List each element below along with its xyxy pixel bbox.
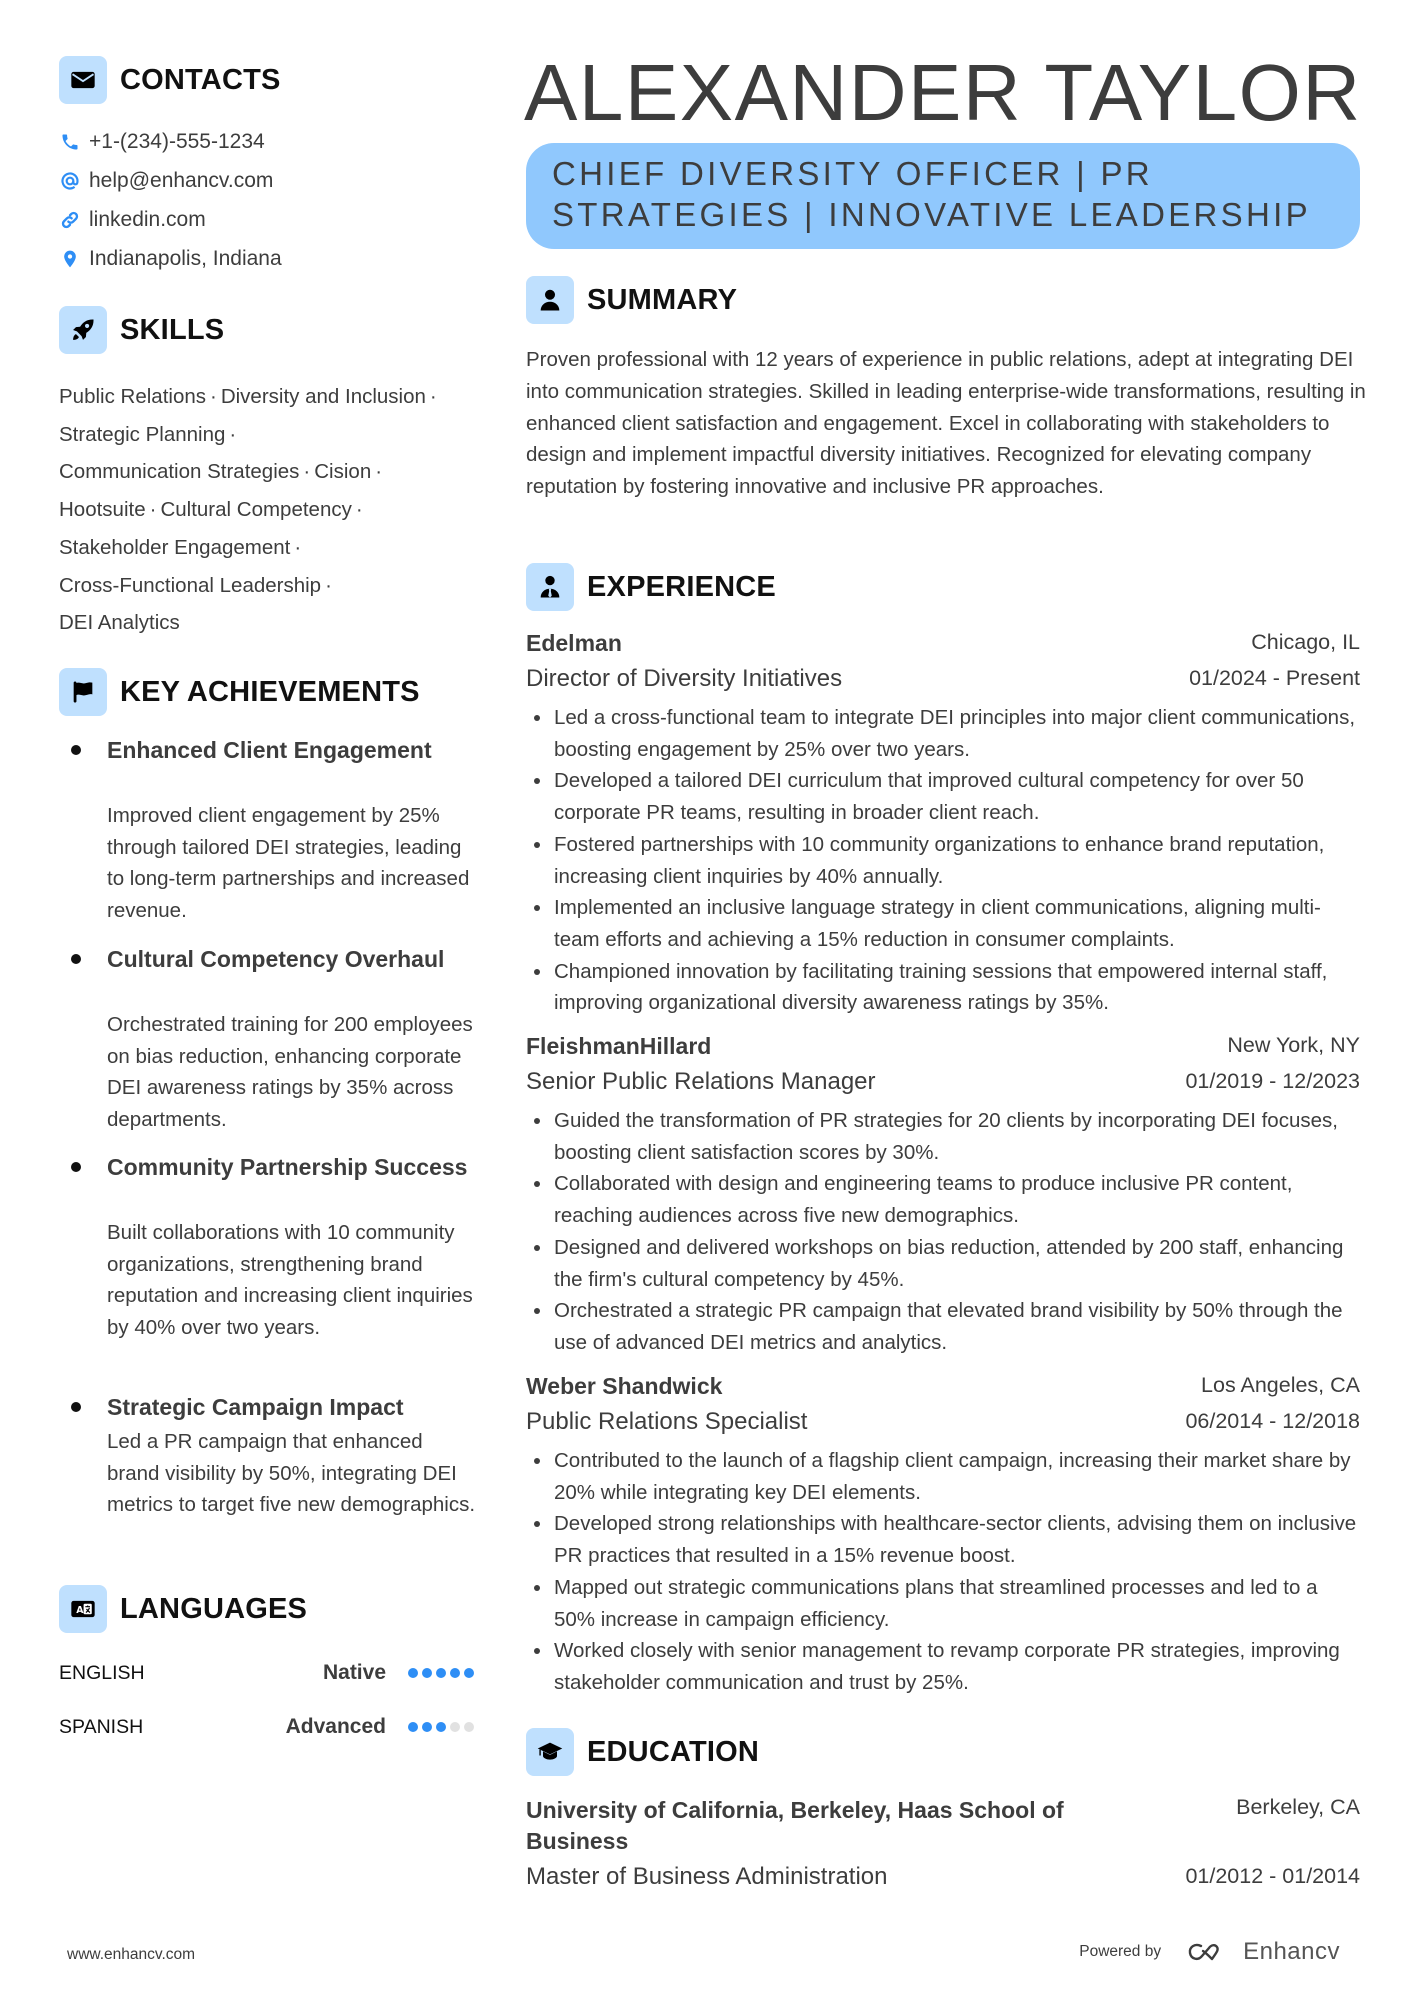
education-location: Berkeley, CA [1236,1795,1360,1819]
language-level: Native [322,1661,386,1684]
skills-title: SKILLS [120,313,225,346]
dot-filled [436,1722,446,1732]
skill-line: Public Relations · Diversity and Inclusion · [59,385,437,408]
job-location: Los Angeles, CA [1201,1373,1360,1397]
skill-item: Cision [314,460,372,484]
at-icon [59,170,81,192]
flag-icon [59,668,107,716]
contact-location-text: Indianapolis, Indiana [89,247,282,270]
achievements-section-header [59,668,420,716]
job-bullet: Championed innovation by facilitating training sessions that empowered internal staff, improving organizational diversity awareness ratings by 35%. [526,956,1362,1019]
skill-line: Strategic Planning · [59,422,237,446]
contacts-title: CONTACTS [120,63,281,96]
achievement-title: Cultural Competency Overhaul [107,946,445,972]
job-bullet: Collaborated with design and engineering teams to produce inclusive PR content, reaching audiences across five new demographics. [526,1168,1362,1231]
candidate-name: ALEXANDER TAYLOR [524,48,1362,137]
skills-section-header [59,306,224,354]
achievement-description: Orchestrated training for 200 employees on bias reduction, enhancing corporate DEI awareness ratings by 35% across departments. [107,1013,473,1132]
headline-line-2: STRATEGIES | INNOVATIVE LEADERSHIP [552,196,1311,233]
job-company: FleishmanHillard [526,1033,712,1059]
job-role: Senior Public Relations Manager [526,1068,876,1095]
envelope-icon [59,56,107,104]
skill-line: Communication Strategies · Cision · [59,460,383,484]
proficiency-dots [408,1668,474,1678]
job-role: Public Relations Specialist [526,1408,808,1435]
language-name: SPANISH [59,1715,144,1738]
job-location: New York, NY [1227,1033,1360,1057]
dot-filled [422,1668,432,1678]
contact-phone[interactable] [59,127,265,157]
language-level: Advanced [285,1715,386,1738]
proficiency-dots [408,1722,474,1732]
dot-filled [422,1722,432,1732]
dot-empty [464,1722,474,1732]
job-bullet: Led a cross-functional team to integrate DEI principles into major client communications, boosting engagement by 25% over two years. [526,702,1362,765]
job-bullet: Worked closely with senior management to revamp corporate PR strategies, improving stakeholder communication and trust by 25%. [526,1635,1362,1698]
education-title: EDUCATION [587,1735,760,1768]
dot-filled [436,1668,446,1678]
achievements-title: KEY ACHIEVEMENTS [120,675,420,708]
graduation-cap-icon [526,1728,574,1776]
rocket-icon [59,306,107,354]
svg-text:A: A [76,1605,84,1617]
contacts-section-header [59,56,281,104]
skill-item: Public Relations [59,385,206,408]
achievement-description: Built collaborations with 10 community organizations, strengthening brand reputation and increasing client inquiries by 40% over two years. [107,1221,473,1340]
skill-item: Diversity and Inclusion [220,385,426,408]
job-bullet: Developed strong relationships with healthcare-sector clients, advising them on inclusive PR practices that resulted in a 15% revenue boost. [526,1508,1362,1571]
contact-location [59,244,282,274]
education-dates: 01/2012 - 01/2014 [1185,1864,1360,1888]
job-bullets [526,1445,1362,1699]
achievement-description: Led a PR campaign that enhanced brand visibility by 50%, integrating DEI metrics to target five new demographics. [107,1430,476,1517]
experience-section-header [526,563,776,611]
skills-list [59,378,479,642]
achievement-title: Community Partnership Success [107,1154,468,1180]
languages-title: LANGUAGES [120,1592,308,1625]
location-pin-icon [59,248,81,270]
contact-email[interactable] [59,166,273,196]
summary-title: SUMMARY [587,283,738,316]
dot-empty [450,1722,460,1732]
languages-section-header [59,1585,307,1633]
user-icon [526,276,574,324]
skill-item: Strategic Planning [59,422,226,446]
enhancv-logo-icon [1187,1940,1233,1964]
job-role: Director of Diversity Initiatives [526,665,843,692]
phone-icon [59,131,81,153]
job-bullet: Guided the transformation of PR strategies for 20 clients by incorporating DEI focuses, boosting client satisfaction scores by 30%. [526,1105,1362,1168]
job-bullets [526,702,1362,1019]
dot-filled [408,1668,418,1678]
skill-item: Cultural Competency [160,498,352,522]
job-bullet: Designed and delivered workshops on bias reduction, attended by 200 staff, enhancing the firm's cultural competency by 45%. [526,1232,1362,1295]
education-section-header [526,1728,759,1776]
job-bullet: Implemented an inclusive language strategy in client communications, aligning multi-team efforts and achieving a 15% reduction in consumer complaints. [526,892,1362,955]
bullet [71,954,81,964]
bullet [71,1162,81,1172]
achievement-description: Improved client engagement by 25% through tailored DEI strategies, leading to long-term partnerships and increased revenue. [107,804,470,923]
job-location: Chicago, IL [1251,630,1360,654]
job-bullets [526,1105,1362,1359]
job-bullet: Fostered partnerships with 10 community organizations to enhance brand reputation, increasing client inquiries by 40% annually. [526,829,1362,892]
dot-filled [450,1668,460,1678]
job-dates: 01/2024 - Present [1189,666,1360,690]
translate-icon [59,1585,107,1633]
skill-line [59,604,479,642]
job-bullet: Mapped out strategic communications plans that streamlined processes and led to a 50% increase in campaign efficiency. [526,1572,1362,1635]
achievement-title: Enhanced Client Engagement [107,737,432,763]
job-bullet: Contributed to the launch of a flagship client campaign, increasing their market share by 20% while integrating key DEI elements. [526,1445,1362,1508]
skill-line: Cross-Functional Leadership · [59,573,332,597]
job-company: Edelman [526,630,622,656]
job-bullet: Orchestrated a strategic PR campaign that elevated brand visibility by 50% through the use of advanced DEI metrics and analytics. [526,1295,1362,1358]
skill-line: Hootsuite · Cultural Competency · [59,498,363,522]
footer-branding[interactable] [1079,1938,1340,1966]
skill-item: Hootsuite [59,498,146,522]
bullet [71,1402,81,1412]
contact-email-text: help@enhancv.com [89,169,274,192]
job-company: Weber Shandwick [526,1373,723,1399]
dot-filled [464,1668,474,1678]
contact-phone-text: +1-(234)-555-1234 [89,130,265,153]
language-name: ENGLISH [59,1661,145,1684]
achievement-title: Strategic Campaign Impact [107,1394,404,1420]
skill-line: Stakeholder Engagement · [59,535,302,559]
bullet [71,745,81,755]
headline-line-1: CHIEF DIVERSITY OFFICER | PR [552,155,1153,192]
headline-banner [526,143,1360,249]
skill-item: Communication Strategies [59,460,300,484]
job-dates: 01/2019 - 12/2023 [1185,1069,1360,1093]
businessman-icon [526,563,574,611]
job-dates: 06/2014 - 12/2018 [1185,1409,1360,1433]
contact-linkedin[interactable] [59,205,206,235]
brand-name: Enhancv [1243,1938,1340,1965]
link-icon [59,209,81,231]
footer-website-link[interactable]: www.enhancv.com [67,1946,196,1963]
dot-filled [408,1722,418,1732]
powered-by-label: Powered by [1079,1943,1162,1960]
summary-text: Proven professional with 12 years of experience in public relations, adept at integrating DEI into communication strategies. Skilled in leading enterprise-wide transformations, resulting in enhanced client satisfaction and engagement. Excel in collaborating with stakeholders to design and implement impactful diversity initiatives. Recognized for elevating company reputation by fostering innovative and inclusive PR approaches. [526,348,1366,499]
education-school: University of California, Berkeley, Haas School of Business [526,1797,1064,1854]
job-bullet: Developed a tailored DEI curriculum that improved cultural competency for over 50 corporate PR teams, resulting in broader client reach. [526,765,1362,828]
language-row-english [59,1658,474,1688]
skill-item: DEI Analytics [59,611,180,635]
contact-linkedin-text: linkedin.com [89,208,206,231]
skill-item: Stakeholder Engagement [59,535,291,559]
language-row-spanish [59,1712,474,1742]
skill-item: Cross-Functional Leadership [59,573,322,597]
education-degree: Master of Business Administration [526,1863,888,1890]
summary-section-header [526,276,737,324]
experience-title: EXPERIENCE [587,570,776,603]
